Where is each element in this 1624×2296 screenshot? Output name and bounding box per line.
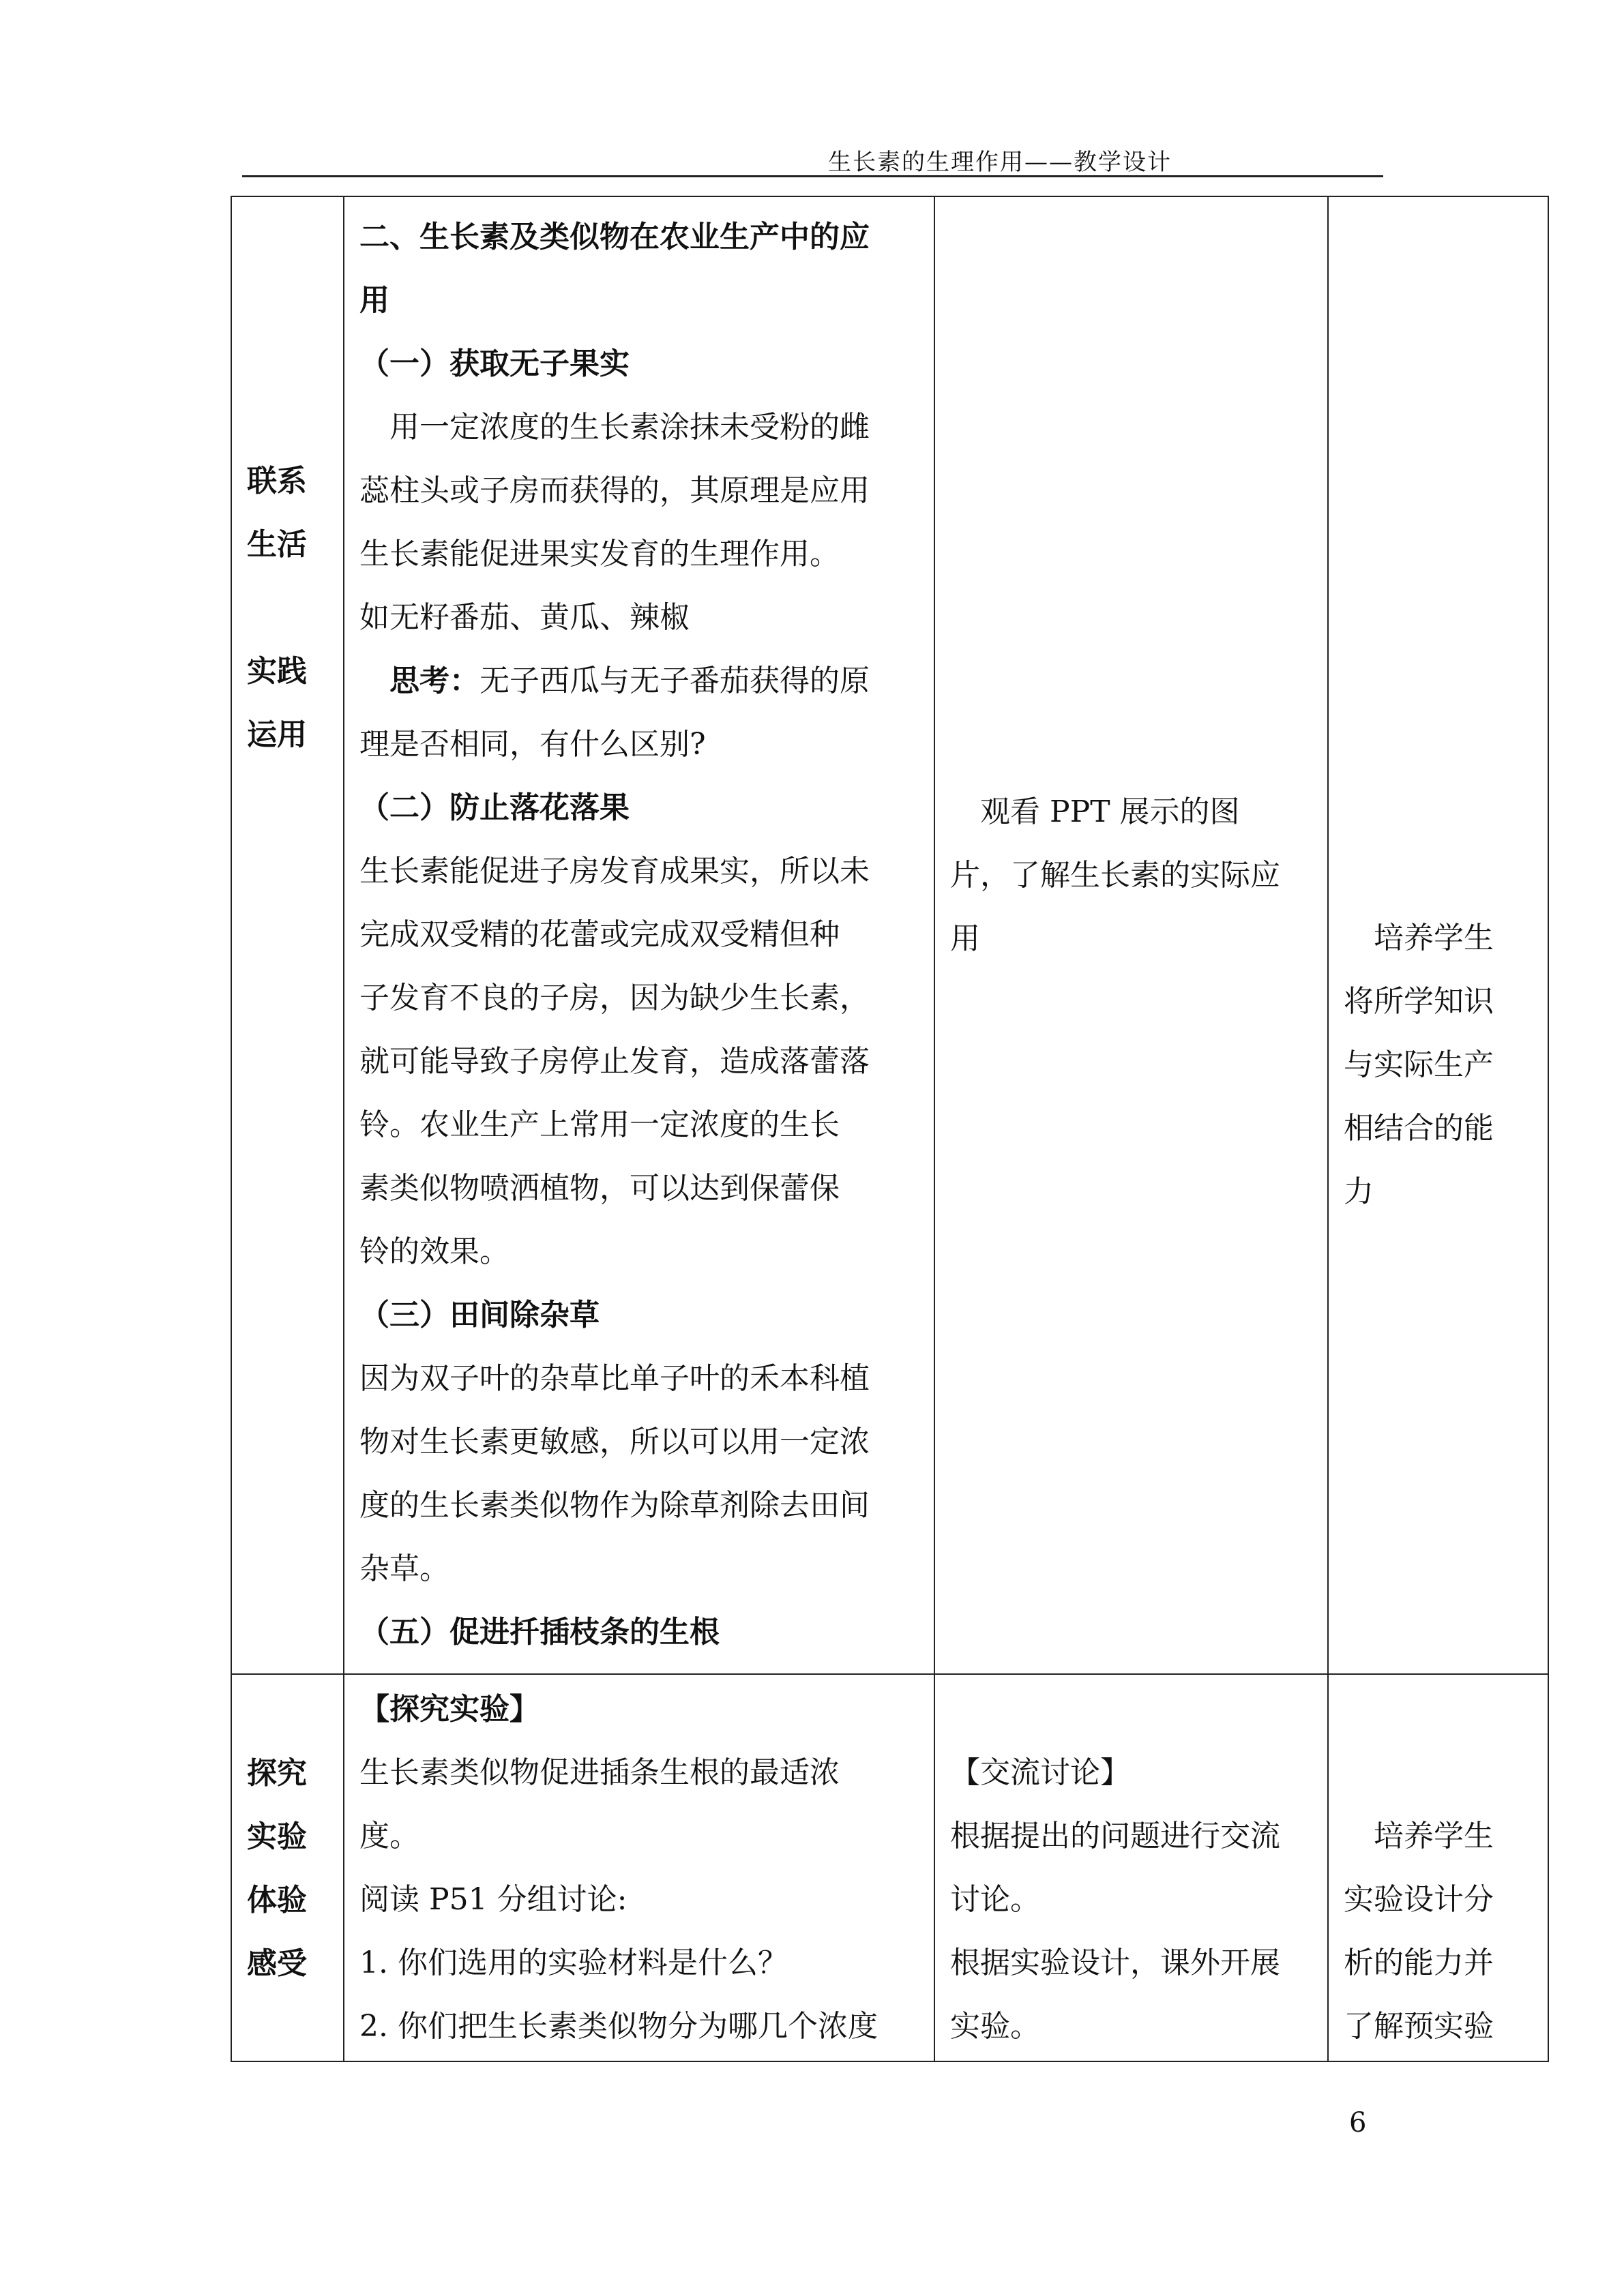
content-line: [359, 1537, 870, 1600]
content-line: [359, 1093, 870, 1157]
student-activity-cell: [934, 196, 1328, 1674]
content-line-text: 2. 你们把生长素类似物分为哪几个浓度: [359, 2009, 878, 2044]
intent-line: 相结合的能: [1344, 1111, 1494, 1146]
content-line: [359, 269, 870, 332]
intent-line: 析的能力并: [1344, 1945, 1494, 1980]
content-line: [359, 1741, 878, 1804]
content-line: [359, 713, 870, 776]
intent-line: 实验设计分: [1344, 1882, 1494, 1917]
content-line-text: 度的生长素类似物作为除草剂除去田间: [359, 1488, 870, 1523]
content-line: [359, 1283, 870, 1347]
content-line-text: 【探究实验】: [359, 1692, 540, 1727]
content-line-text: 生长素类似物促进插条生根的最适浓: [359, 1755, 840, 1790]
content-line: [359, 396, 870, 459]
content-line: [359, 1157, 870, 1220]
content-line: [359, 1600, 870, 1664]
content-line-text: 思考：: [389, 664, 479, 698]
content-line-text: （二）防止落花落果: [359, 790, 630, 825]
content-line: [359, 839, 870, 903]
content-line-text: 铃的效果。: [359, 1234, 510, 1269]
content-line-text: 完成双受精的花蕾或完成双受精但种: [359, 917, 840, 952]
content-line-text: 就可能导致子房停止发育，造成落蕾落: [359, 1044, 870, 1079]
content-line-text: （一）获取无子果实: [359, 346, 630, 381]
lesson-table: [231, 196, 1549, 2062]
content-lines: [359, 205, 870, 1664]
content-line-text: 因为双子叶的杂草比单子叶的禾本科植: [359, 1361, 870, 1396]
content-line-text: 子发育不良的子房，因为缺少生长素，: [359, 981, 870, 1015]
intent-line: 与实际生产: [1344, 1047, 1494, 1082]
stage-cell: [231, 1674, 344, 2061]
intent-line: 力: [1344, 1174, 1374, 1209]
content-line: [359, 1931, 878, 1995]
content-line-text: 理是否相同，有什么区别?: [359, 727, 706, 762]
content-line-text: 1. 你们选用的实验材料是什么？: [359, 1945, 788, 1980]
intent-line: 了解预实验: [1344, 2009, 1494, 2044]
content-line-text: 铃。农业生产上常用一定浓度的生长: [359, 1107, 840, 1142]
content-line-text: 生长素能促进果实发育的生理作用。: [359, 537, 840, 571]
stage-label: 探究: [247, 1756, 307, 1791]
content-line: [359, 1410, 870, 1474]
content-line: [359, 459, 870, 522]
activity-line: 用: [950, 921, 980, 956]
content-line: [359, 776, 870, 839]
stage-label: 生活: [247, 527, 307, 562]
content-line: [359, 1868, 878, 1931]
intent-line: 培养学生: [1374, 1819, 1494, 1853]
content-line-text: 生长素能促进子房发育成果实，所以未: [359, 854, 870, 889]
stage-label: 运用: [247, 717, 307, 752]
content-line: [359, 966, 870, 1030]
content-line: [359, 332, 870, 396]
content-line: [359, 522, 870, 586]
stage-label: 联系: [247, 464, 307, 498]
stage-label: 感受: [247, 1946, 307, 1981]
content-line-text: 用: [359, 283, 389, 318]
design-intent-cell: [1328, 1674, 1548, 2061]
content-lines: [359, 1678, 878, 2058]
page-number: 6: [1349, 2107, 1367, 2138]
activity-line: 根据提出的问题进行交流: [950, 1819, 1280, 1853]
content-cell: [344, 196, 934, 1674]
content-line: [359, 903, 870, 966]
content-line-text: 阅读 P51 分组讨论:: [359, 1882, 628, 1917]
activity-line: 片，了解生长素的实际应: [950, 858, 1280, 893]
content-line-text: 如无籽番茄、黄瓜、辣椒: [359, 600, 690, 635]
activity-line: 【交流讨论】: [950, 1755, 1130, 1790]
activity-line: 讨论。: [950, 1882, 1040, 1917]
content-cell: [344, 1674, 934, 2061]
content-line-rest: 无子西瓜与无子番茄获得的原: [479, 664, 870, 698]
activity-line: 实验。: [950, 2009, 1040, 2044]
content-line: [359, 1347, 870, 1410]
content-line-text: 用一定浓度的生长素涂抹未受粉的雌: [389, 410, 870, 445]
page-header: [242, 143, 1383, 177]
content-line-text: 素类似物喷洒植物，可以达到保蕾保: [359, 1171, 840, 1206]
content-line-text: 度。: [359, 1819, 419, 1853]
content-line: [359, 1030, 870, 1093]
student-activity-cell: [934, 1674, 1328, 2061]
content-line: [359, 1220, 870, 1283]
table-row: [231, 196, 1548, 1674]
table-row: [231, 1674, 1548, 2061]
intent-line: 培养学生: [1374, 921, 1494, 955]
activity-line: 根据实验设计，课外开展: [950, 1945, 1280, 1980]
content-line: [359, 205, 870, 269]
content-line: [359, 1804, 878, 1868]
content-line: [359, 649, 870, 713]
content-line-text: （五）促进扦插枝条的生根: [359, 1615, 720, 1650]
header-title: 生长素的生理作用——教学设计: [828, 149, 1172, 176]
content-line-text: 蕊柱头或子房而获得的，其原理是应用: [359, 473, 870, 508]
stage-label: 实践: [247, 654, 307, 689]
activity-line: 观看 PPT 展示的图: [980, 794, 1240, 829]
content-line-text: （三）田间除杂草: [359, 1298, 600, 1332]
content-line: [359, 1995, 878, 2058]
stage-label: 体验: [247, 1883, 307, 1918]
content-line-text: 物对生长素更敏感，所以可以用一定浓: [359, 1425, 870, 1459]
stage-cell: [231, 196, 344, 1674]
stage-label: 实验: [247, 1819, 307, 1854]
intent-line: 将所学知识: [1344, 984, 1494, 1019]
content-line: [359, 1678, 878, 1741]
content-line: [359, 1474, 870, 1537]
content-line-text: 杂草。: [359, 1551, 449, 1586]
content-line-text: 二、生长素及类似物在农业生产中的应: [359, 220, 870, 254]
content-line: [359, 586, 870, 649]
design-intent-cell: [1328, 196, 1548, 1674]
